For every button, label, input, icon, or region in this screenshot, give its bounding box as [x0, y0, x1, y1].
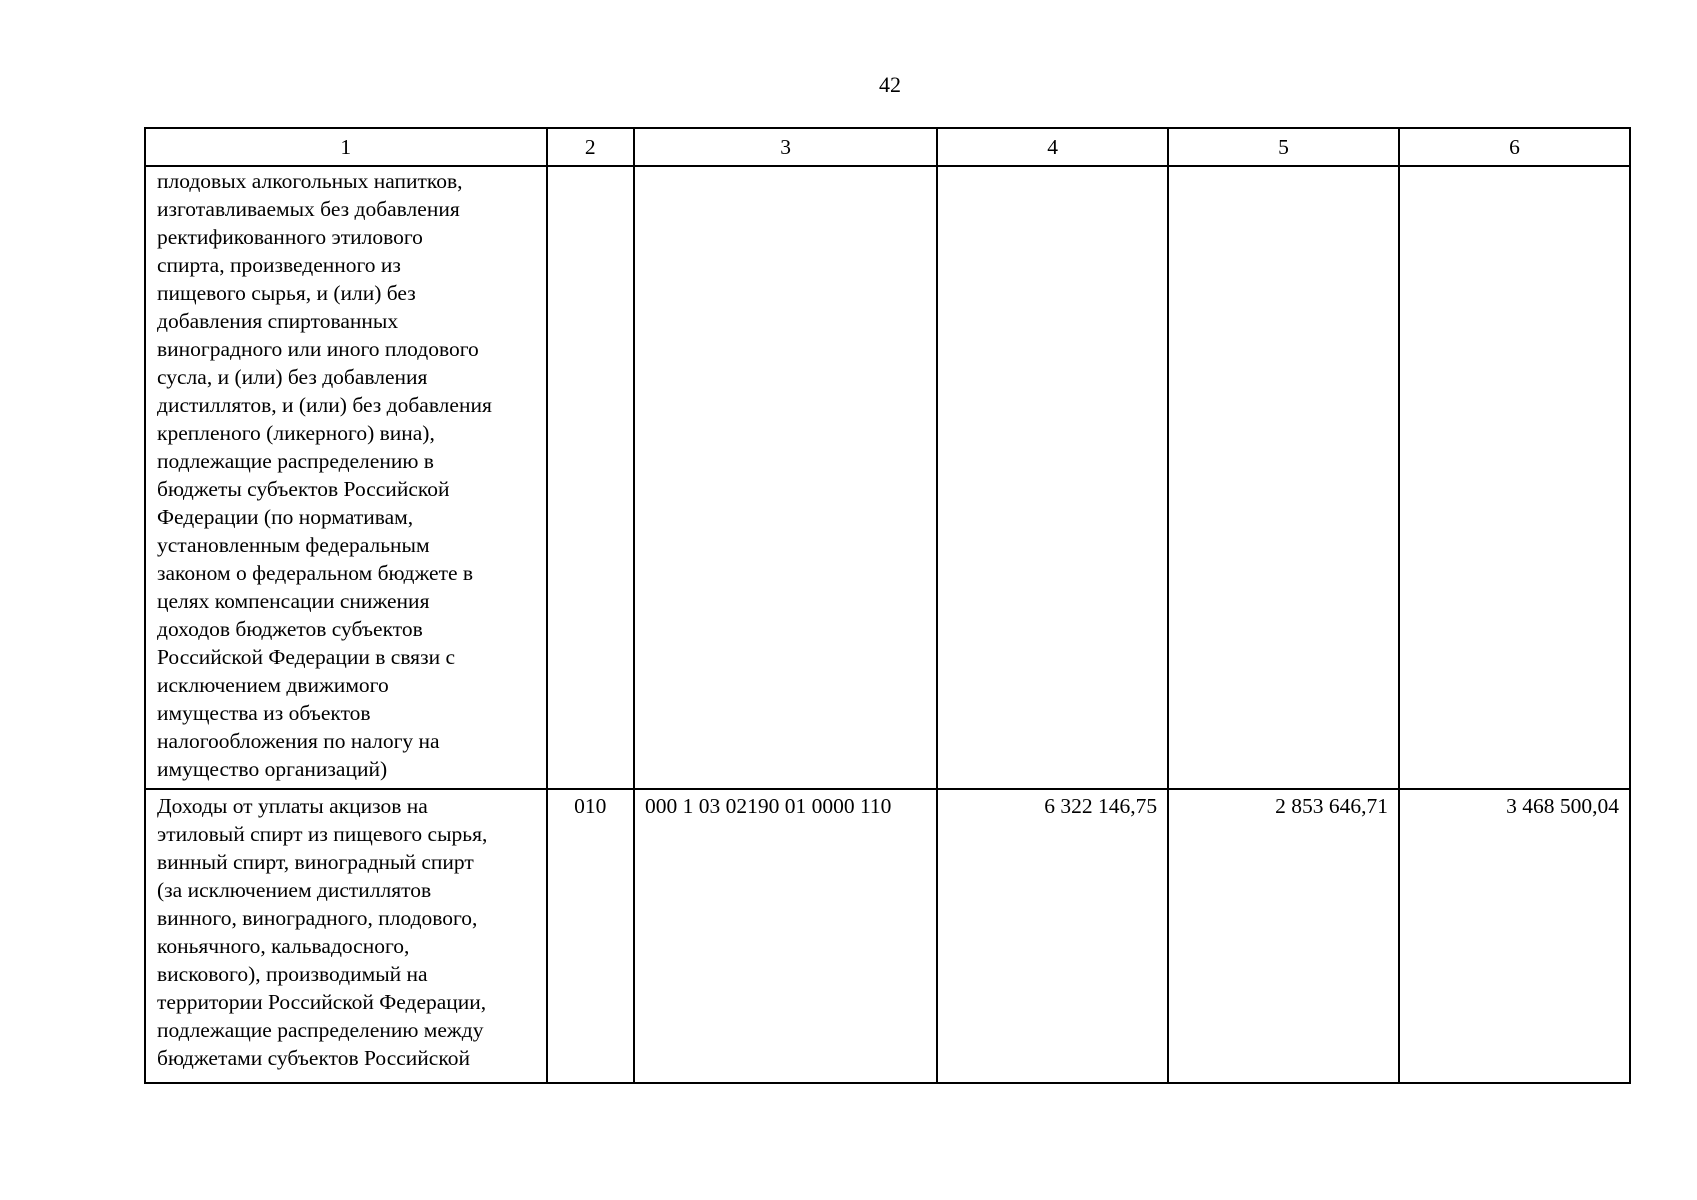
- row-name-text: Доходы от уплаты акцизов на этиловый спирт из пищевого сырья, винный спирт, виноградный спирт (за исключением дистиллятов винного, виноградного, плодового, коньячного, кальвадосного, вискового), производимый на территории Российской Федерации, подлежащие распределению между бюджетами субъектов Российской: [157, 794, 488, 1070]
- header-col-6: 6: [1399, 128, 1630, 166]
- value-col-6: [1399, 166, 1630, 789]
- budget-table: [144, 127, 1631, 1084]
- value-col-5-text: 2 853 646,71: [1275, 794, 1389, 818]
- value-col-4: [937, 789, 1168, 1083]
- table-header-row: [145, 128, 1630, 166]
- page-number: 42: [879, 72, 901, 97]
- value-col-6-text: 3 468 500,04: [1506, 794, 1619, 818]
- value-col-6: [1399, 789, 1630, 1083]
- header-col-5: 5: [1168, 128, 1399, 166]
- table-row: [145, 166, 1630, 789]
- row-code: [547, 166, 634, 789]
- header-col-2: 2: [547, 128, 634, 166]
- header-col-4: 4: [937, 128, 1168, 166]
- row-name: плодовых алкогольных напитков, изготавливаемых без добавления ректификованного этилового спирта, произведенного из пищевого сырья, и (или) без добавления спиртованных виноградного или иного плодового сусла, и (или) без добавления дистиллятов, и (или) без добавления крепленого (ликерного) вина), подлежащие распределению в бюджеты субъектов Российской Федерации (по нормативам, установленным федеральным законом о федеральном бюджете в целях компенсации снижения доходов бюджетов субъектов Российской Федерации в связи с исключением движимого имущества из объектов налогообложения по налогу на имущество организаций): [145, 166, 547, 789]
- budget-classification-code: [634, 166, 937, 789]
- value-col-5: [1168, 789, 1399, 1083]
- table-row: [145, 789, 1630, 1083]
- value-col-5: [1168, 166, 1399, 789]
- row-name: [145, 789, 547, 1083]
- value-col-4-text: 6 322 146,75: [1044, 794, 1158, 818]
- header-col-3: 3: [634, 128, 937, 166]
- budget-code-text: 000 1 03 02190 01 0000 110: [644, 794, 892, 818]
- budget-classification-code: [634, 789, 937, 1083]
- value-col-4: [937, 166, 1168, 789]
- table-header: [145, 128, 1630, 166]
- table-body: [145, 166, 1630, 1083]
- row-code: [547, 789, 634, 1083]
- header-col-1: 1: [145, 128, 547, 166]
- row-code-text: 010: [574, 794, 607, 818]
